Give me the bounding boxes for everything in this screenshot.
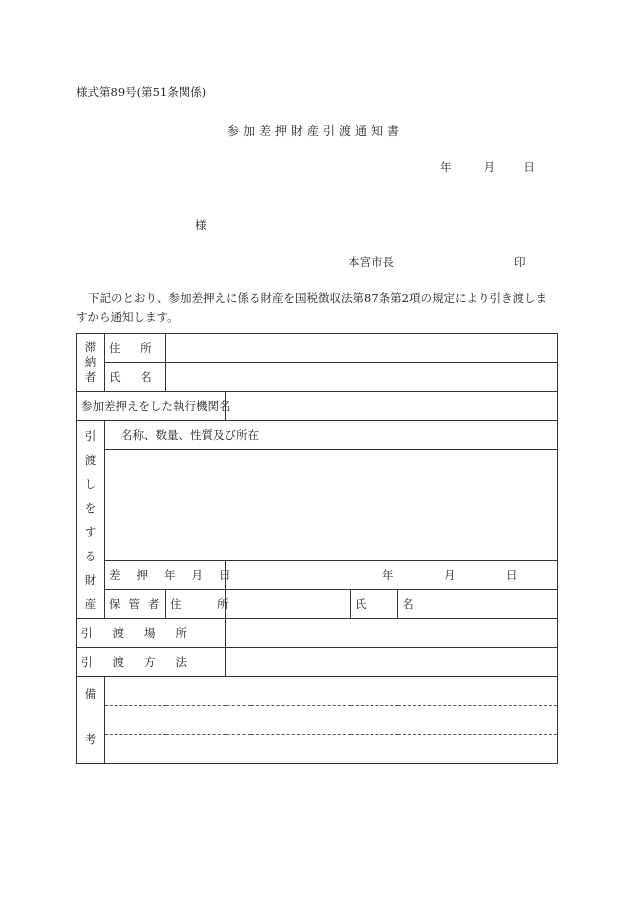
delinquent-address-label: 住 所 [105, 334, 166, 363]
delivery-method-label: 引渡方法 [77, 648, 226, 677]
remarks-label: 備 考 [77, 677, 105, 764]
delivery-place-row [77, 619, 558, 648]
property-description-label: 名称、数量、性質及び所在 [105, 421, 558, 450]
delinquent-name-field[interactable] [166, 363, 558, 392]
delinquent-label: 滞 納 者 [77, 334, 105, 392]
property-header-row [77, 421, 558, 450]
remarks-row-1 [77, 677, 558, 706]
seizure-date-year: 年 [382, 568, 394, 582]
custodian-address-label: 住 所 [166, 590, 226, 619]
delinquent-address-row [77, 334, 558, 363]
notice-form-table [76, 333, 558, 764]
recipient-suffix: 様 [195, 218, 207, 232]
remarks-line-3[interactable] [105, 735, 558, 764]
issuer: 本宮市長 [348, 255, 394, 269]
property-description-field[interactable] [105, 450, 558, 561]
agency-row [77, 392, 558, 421]
delivery-place-field[interactable] [226, 619, 558, 648]
issue-date-year: 年 [440, 160, 452, 174]
delivery-place-label: 引渡場所 [77, 619, 226, 648]
agency-field[interactable] [226, 392, 558, 421]
issue-date-month: 月 [483, 160, 496, 174]
property-label: 引 渡 し を す る 財 産 [77, 421, 105, 619]
issue-date-day: 日 [523, 160, 535, 174]
document-title: 参加差押財産引渡通知書 [226, 124, 403, 138]
remarks-line-1[interactable] [105, 677, 558, 706]
delinquent-name-row [77, 363, 558, 392]
agency-label: 参加差押えをした執行機関名 [77, 392, 226, 421]
remarks-row-3 [77, 735, 558, 764]
form-number: 様式第89号(第51条関係) [76, 85, 207, 99]
custodian-label: 保管者 [105, 590, 166, 619]
seizure-date-row [77, 561, 558, 590]
custodian-name-label: 氏 名 [351, 590, 398, 619]
delivery-method-field[interactable] [226, 648, 558, 677]
delinquent-address-field[interactable] [166, 334, 558, 363]
seizure-date-field[interactable] [226, 561, 558, 590]
seizure-date-day: 日 [506, 568, 518, 582]
delinquent-name-label: 氏 名 [105, 363, 166, 392]
notice-body: 下記のとおり、参加差押えに係る財産を国税徴収法第87条第2項の規定により引き渡しますから通知します。 [76, 291, 547, 324]
issue-date [440, 159, 535, 175]
seal-mark: 印 [514, 255, 526, 269]
custodian-row [77, 590, 558, 619]
delivery-method-row [77, 648, 558, 677]
seizure-date-label: 差押年月日 [105, 561, 226, 590]
remarks-line-2[interactable] [105, 706, 558, 735]
remarks-row-2 [77, 706, 558, 735]
seizure-date-month: 月 [444, 568, 456, 582]
property-description-row [77, 450, 558, 561]
